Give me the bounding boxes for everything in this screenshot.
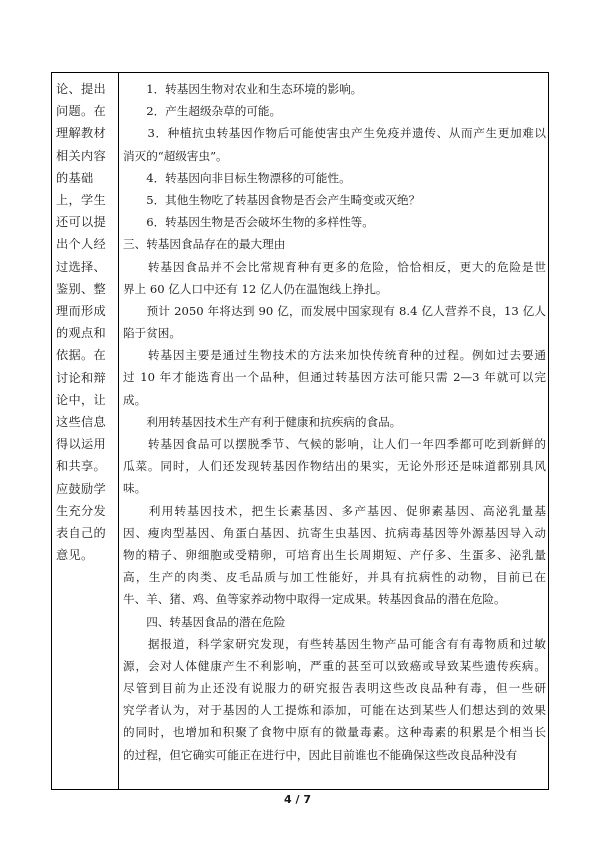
paragraph — [123, 433, 546, 500]
text-line: 物的精子、卵细胞或受精卵，可培育出生长周期短、产仔多、生蛋多、泌乳量 — [123, 547, 546, 562]
text-line: 究学者认为，对于基因的人工提炼和添加，可能在达到某些人们想达到的效果 — [123, 703, 546, 718]
notes-line: 生充分发 — [56, 503, 106, 518]
notes-line: 讨论和辩 — [56, 370, 106, 385]
notes-line: 应鼓励学 — [56, 481, 106, 496]
notes-line: 过选择、 — [56, 259, 106, 274]
text-line: 牛、羊、猪、鸡、鱼等家养动物中取得一定成果。转基因食品的潜在危险。 — [123, 592, 506, 607]
text-line: 尽管到目前为止还没有说服力的研究报告表明这些改良品种有毒，但一些研 — [123, 681, 546, 696]
paragraph — [123, 633, 546, 766]
text-line: 2．产生超级杂草的可能。 — [123, 104, 282, 119]
page-number: 4 / 7 — [284, 793, 311, 806]
text-line: 的过程，但它确实可能正在进行中，因此目前谁也不能确保这些改良品种没有 — [123, 747, 518, 762]
text-line: 1．转基因生物对农业和生态环境的影响。 — [123, 82, 363, 96]
paragraph — [123, 189, 546, 211]
notes-line: 还可以提 — [56, 215, 106, 230]
text-line: 源，会对人体健康产生不利影响，严重的甚至可以致癌或导致某些遗传疾病。 — [123, 658, 546, 673]
text-line: 4．转基因向非目标生物漂移的可能性。 — [123, 170, 351, 185]
text-line: 的同时，也增加和积聚了食物中原有的微量毒素。这种毒素的积累是个相当长 — [123, 725, 546, 740]
notes-line: 表自己的 — [56, 526, 106, 541]
paragraph — [123, 167, 546, 189]
content-column — [123, 78, 546, 766]
text-line: 3．种植抗虫转基因作物后可能使害虫产生免疫并遗传、从而产生更加难以 — [123, 126, 546, 141]
text-line: 消灭的“超级害虫”。 — [123, 148, 228, 163]
text-line: 过 10 年才能选育出一个品种，但通过转基因方法可能只需 2—3 年就可以完 — [123, 370, 546, 385]
notes-line: 理解教材 — [56, 126, 106, 141]
paragraph — [123, 611, 546, 633]
notes-line: 依据。在 — [56, 348, 106, 363]
text-line: 瓜菜。同时，人们还发现转基因作物结出的果实，无论外形还是味道都别具风 — [123, 459, 546, 474]
notes-line: 得以运用 — [56, 437, 106, 452]
text-line: 四、转基因食品的潜在危险 — [123, 614, 286, 629]
text-line: 转基因食品并不会比常规育种有更多的危险，恰恰相反，更大的危险是世 — [123, 259, 546, 274]
teaching-notes-column — [56, 78, 114, 566]
column-divider — [118, 73, 119, 789]
text-line: 转基因主要是通过生物技术的方法来加快传统育种的过程。例如过去要通 — [123, 348, 546, 363]
text-line: 三、转基因食品存在的最大理由 — [123, 237, 286, 252]
text-line: 味。 — [123, 481, 147, 496]
notes-line: 出个人经 — [56, 237, 106, 252]
text-line: 因、瘦肉型基因、角蛋白基因、抗寄生虫基因、抗病毒基因等外源基因导入动 — [123, 525, 546, 540]
notes-line: 鉴别、整 — [56, 281, 106, 296]
paragraph — [123, 344, 546, 411]
notes-line: 理而形成 — [56, 304, 106, 319]
notes-line: 的观点和 — [56, 326, 106, 341]
notes-line: 意见。 — [56, 548, 94, 563]
notes-line: 问题。在 — [56, 104, 106, 119]
paragraph — [123, 500, 546, 611]
text-line: 高，生产的肉类、皮毛品质与加工性能好，并具有抗病性的动物，目前已在 — [123, 570, 546, 585]
paragraph — [123, 256, 546, 300]
paragraph — [123, 78, 546, 100]
paragraph — [123, 100, 546, 122]
paragraph — [123, 300, 546, 344]
text-line: 5．其他生物吃了转基因食物是否会产生畸变或灭绝？ — [123, 192, 421, 207]
text-line: 成。 — [123, 392, 147, 407]
text-line: 6．转基因生物是否会破坏生物的多样性等。 — [123, 215, 374, 230]
text-line: 界上 60 亿人口中还有 12 亿人仍在温饱线上挣扎。 — [123, 281, 388, 296]
notes-line: 的基础 — [56, 170, 94, 185]
paragraph — [123, 122, 546, 166]
text-line: 利用转基因技术生产有利于健康和抗疾病的食品。 — [123, 414, 402, 429]
text-line: 陷于贫困。 — [123, 326, 181, 341]
text-line: 预计 2050 年将达到 90 亿，而发展中国家现有 8.4 亿人营养不良，13 亿人 — [123, 303, 546, 318]
paragraph — [123, 211, 546, 233]
content-table — [51, 72, 549, 790]
paragraph — [123, 233, 546, 255]
text-line: 转基因食品可以摆脱季节、气候的影响，让人们一年四季都可吃到新鲜的 — [123, 437, 546, 451]
notes-line: 论、提出 — [56, 82, 106, 96]
paragraph — [123, 411, 546, 433]
text-line: 据报道，科学家研究发现，有些转基因生物产品可能含有有毒物质和过敏 — [123, 636, 546, 651]
notes-line: 上，学生 — [56, 193, 106, 208]
notes-line: 和共享。 — [56, 459, 106, 474]
text-line: 利用转基因技术，把生长素基因、多产基因、促卵素基因、高泌乳量基 — [123, 503, 546, 518]
notes-line: 相关内容 — [56, 148, 106, 163]
notes-line: 这些信息 — [56, 415, 106, 430]
notes-line: 论中，让 — [56, 392, 106, 407]
